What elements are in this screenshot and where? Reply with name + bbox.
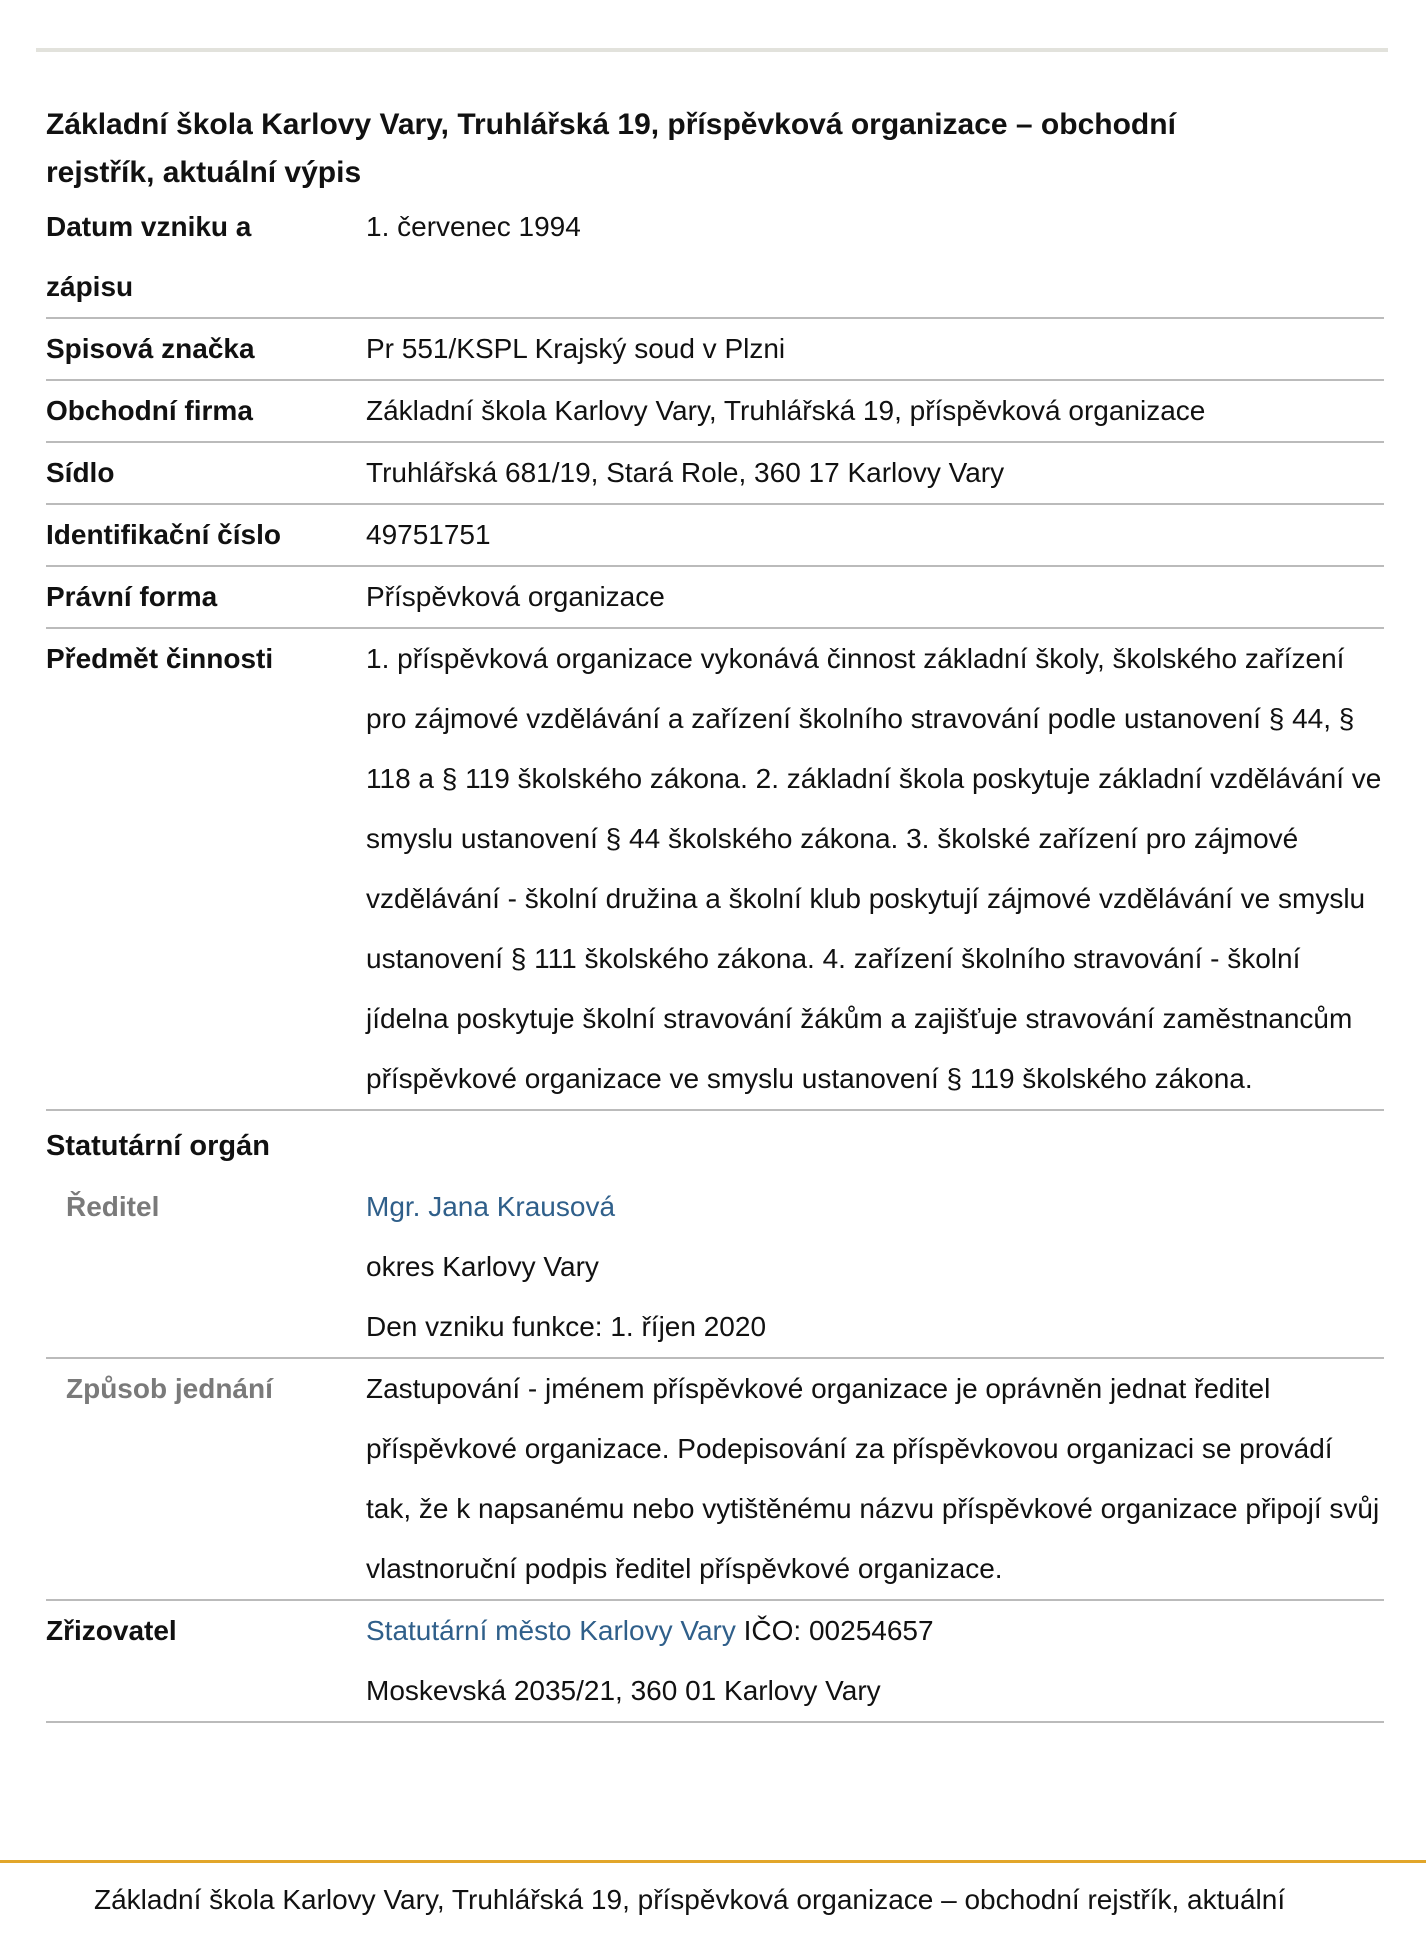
- value-obchodni-firma: Základní škola Karlovy Vary, Truhlářská 19, příspěvková organizace: [366, 395, 1206, 426]
- label-spisova-znacka: Spisová značka: [46, 333, 255, 364]
- value-spisova-znacka: Pr 551/KSPL Krajský soud v Plzni: [366, 333, 786, 364]
- row-spisova-znacka: [46, 319, 1384, 381]
- row-zpusob-jednani: [46, 1359, 1384, 1601]
- row-obchodni-firma: [46, 381, 1384, 443]
- value-predmet-cinnosti: 1. příspěvková organizace vykonává činnost základní školy, školského zařízení pro zájmové vzdělávání a zařízení školního stravování podle ustanovení § 44, § 118 a § 119 školského zákona. 2. základní škola poskytuje základní vzdělávání ve smyslu ustanovení § 44 školského zákona. 3. školské zařízení pro zájmové vzdělávání - školní družina a školní klub poskytují zájmové vzdělávání ve smyslu ustanovení § 111 školského zákona. 4. zařízení školního stravování - školní jídelna poskytuje školní stravování žákům a zajišťuje stravování zaměstnancům příspěvkové organizace ve smyslu ustanovení § 119 školského zákona.: [366, 643, 1382, 1094]
- value-zrizovatel: [366, 1601, 1384, 1721]
- value-sidlo: Truhlářská 681/19, Stará Role, 360 17 Karlovy Vary: [366, 457, 1005, 488]
- row-pravni-forma: [46, 567, 1384, 629]
- page-title: Základní škola Karlovy Vary, Truhlářská 19, příspěvková organizace – obchodní rejstřík, aktuální výpis: [46, 108, 1176, 189]
- value-zpusob-jednani: Zastupování - jménem příspěvkové organizace je oprávněn jednat ředitel příspěvkové organizace. Podepisování za příspěvkovou organizaci se provádí tak, že k napsanému nebo vytištěnému názvu příspěvkové organizace připojí svůj vlastnoruční podpis ředitel příspěvkové organizace.: [366, 1373, 1380, 1584]
- row-zrizovatel: [46, 1601, 1384, 1723]
- label-zrizovatel: Zřizovatel: [46, 1615, 177, 1646]
- row-identifikacni-cislo: [46, 505, 1384, 567]
- label-zpusob-jednani: Způsob jednání: [66, 1373, 273, 1404]
- label-sidlo: Sídlo: [46, 457, 115, 488]
- row-datum-vzniku: [46, 197, 1384, 319]
- footer-caption: Základní škola Karlovy Vary, Truhlářská 19, příspěvková organizace – obchodní rejstřík, aktuální: [94, 1884, 1286, 1915]
- zrizovatel-name-link[interactable]: Statutární město Karlovy Vary: [366, 1615, 736, 1646]
- value-datum-vzniku: 1. červenec 1994: [366, 211, 581, 242]
- zrizovatel-address: Moskevská 2035/21, 360 01 Karlovy Vary: [366, 1675, 881, 1706]
- value-pravni-forma: Příspěvková organizace: [366, 581, 665, 612]
- zrizovatel-ico: IČO: 00254657: [743, 1615, 934, 1646]
- register-panel: [36, 52, 1388, 1723]
- label-obchodni-firma: Obchodní firma: [46, 395, 253, 426]
- row-predmet-cinnosti: [46, 629, 1384, 1111]
- footer-divider: [0, 1860, 1426, 1863]
- reditel-since: Den vzniku funkce: 1. říjen 2020: [366, 1311, 767, 1342]
- row-sidlo: [46, 443, 1384, 505]
- label-predmet-cinnosti: Předmět činnosti: [46, 643, 274, 674]
- value-reditel: [366, 1177, 1384, 1357]
- reditel-name-link[interactable]: Mgr. Jana Krausová: [366, 1191, 616, 1222]
- label-pravni-forma: Právní forma: [46, 581, 218, 612]
- label-reditel: Ředitel: [66, 1191, 160, 1222]
- label-identifikacni-cislo: Identifikační číslo: [46, 519, 281, 550]
- value-identifikacni-cislo: 49751751: [366, 519, 491, 550]
- row-reditel: [46, 1177, 1384, 1359]
- label-datum-vzniku: Datum vzniku a zápisu: [46, 211, 252, 302]
- reditel-district: okres Karlovy Vary: [366, 1251, 599, 1282]
- section-statutarni-organ: Statutární orgán: [46, 1130, 270, 1162]
